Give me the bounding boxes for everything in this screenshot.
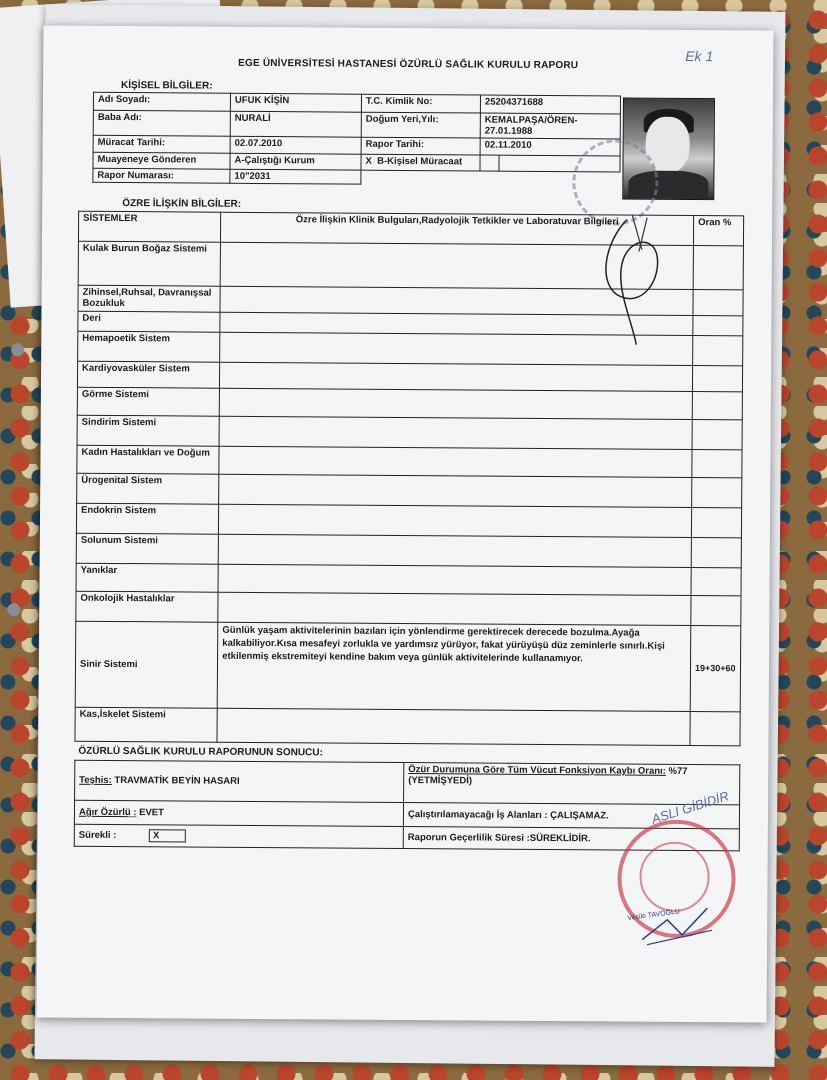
certified-copy-note: ASLI GİBİDİR — [649, 788, 731, 827]
system-findings — [219, 388, 692, 419]
system-rate — [693, 316, 743, 336]
system-name: Endokrin Sistem — [76, 503, 218, 534]
validity-cell: Raporun Geçerlilik Süresi :SÜREKLİDİR. — [403, 826, 739, 850]
system-rate — [691, 508, 741, 538]
system-row — [75, 707, 740, 746]
personal-info-table — [92, 92, 621, 187]
system-rate — [691, 595, 741, 625]
report-date-label: Rapor Tarihi: — [361, 137, 480, 155]
system-rate — [692, 478, 742, 508]
permanent-box: X — [149, 829, 186, 842]
restricted-cell: Çalıştırılamayacağı İş Alanları : ÇALIŞAMAZ. — [403, 802, 739, 828]
disability-section-title: ÖZRE İLİŞKİN BİLGİLER: — [122, 198, 242, 210]
system-row — [76, 503, 741, 538]
name-value: UFUK KİŞİN — [230, 93, 361, 112]
father-label: Baba Adı: — [93, 110, 230, 136]
system-name: Kardiyovasküler Sistem — [77, 361, 219, 388]
report-no-label: Rapor Numarası: — [93, 168, 230, 183]
system-name: Sinir Sistemi — [75, 621, 218, 708]
system-name: Görme Sistemi — [77, 387, 219, 416]
system-row — [77, 473, 742, 508]
sender-label: Muayeneye Gönderen — [93, 152, 230, 169]
birth-value: KEMALPAŞA/ÖREN-27.01.1988 — [480, 113, 620, 139]
system-findings — [218, 534, 691, 567]
diagnosis-cell: Teşhis: TRAVMATİK BEYİN HASARI — [75, 760, 404, 802]
system-findings — [220, 362, 693, 391]
system-name: Hemapoetik Sistem — [78, 331, 220, 362]
findings-header: Özre İlişkin Klinik Bulguları,Radyolojik Tetkikler ve Laboratuvar Bilgileri — [221, 212, 694, 245]
system-rate — [692, 420, 742, 450]
personal-section-title: KİŞİSEL BİLGİLER: — [121, 80, 213, 92]
application-label: Müracat Tarihi: — [93, 135, 230, 153]
sender-box — [480, 155, 499, 171]
annotation-ek: Ek 1 — [685, 47, 714, 65]
system-findings — [219, 416, 692, 449]
system-name: Zihinsel,Ruhsal, Davranışsal Bozukluk — [78, 285, 220, 312]
system-name: Yanıklar — [76, 563, 218, 592]
system-rate — [693, 246, 743, 290]
father-value: NURALİ — [230, 111, 361, 137]
application-value: 02.07.2010 — [230, 136, 361, 154]
system-row — [76, 591, 741, 626]
sender-mark: X B-Kişisel Müracaat — [361, 154, 480, 171]
tc-value: 25204371688 — [480, 95, 620, 114]
systems-header: SİSTEMLER — [78, 211, 220, 242]
system-name: Deri — [78, 311, 220, 332]
report-date-value: 02.11.2010 — [480, 138, 620, 156]
doctor-signature — [586, 209, 677, 350]
system-name: Kadın Hastalıkları ve Doğum — [77, 445, 219, 474]
system-rate — [692, 450, 742, 478]
system-findings — [219, 474, 692, 507]
punch-hole — [11, 343, 24, 356]
permanent-cell: Sürekli : X — [74, 824, 403, 848]
system-rate — [693, 336, 743, 366]
system-rate — [691, 567, 741, 595]
result-section-title: ÖZÜRLÜ SAĞLIK KURULU RAPORUNUN SONUCU: — [78, 745, 323, 759]
signature-name: Vesile TAVOĞLU — [627, 908, 681, 923]
system-findings — [219, 504, 692, 537]
system-name: Ürogenital Sistem — [77, 473, 219, 504]
system-row — [75, 621, 741, 712]
system-rate — [690, 711, 740, 745]
birth-label: Doğum Yeri,Yılı: — [361, 112, 480, 138]
name-label: Adı Soyadı: — [93, 92, 230, 111]
tc-label: T.C. Kimlik No: — [361, 94, 480, 113]
system-findings — [218, 592, 691, 625]
system-rate — [692, 392, 742, 420]
system-name: Onkolojik Hastalıklar — [76, 591, 218, 622]
system-findings — [217, 708, 690, 745]
system-name: Solunum Sistemi — [76, 533, 218, 564]
system-rate — [693, 290, 743, 316]
sender-option-a: A-Çalıştığı Kurum — [230, 153, 361, 170]
system-name: Kas,İskelet Sistemi — [75, 707, 217, 742]
report-no-value: 10"2031 — [230, 169, 361, 184]
certifier-signature — [637, 900, 717, 951]
system-rate — [692, 366, 742, 392]
severe-cell: Ağır Özürlü : EVET — [74, 800, 403, 826]
system-rate — [691, 538, 741, 568]
system-row — [77, 415, 742, 450]
loss-cell: Özür Durumuna Göre Tüm Vücut Fonksiyon Kaybı Oranı: %77 (YETMİŞYEDİ) — [404, 762, 740, 804]
rate-header: Oran % — [693, 216, 743, 246]
system-findings: Günlük yaşam aktivitelerinin bazıları için yönlendirme gerektirecek derecede bozulma.Ayağa kalkabiliyor.Kısa mesafeyi zorlukla ve yardımsız yürüyor, fakat yürüyüşü düz zeminlerle sınırlı.Kişi etkilenmiş ekstremiteyi kendine bakım veya günlük aktivitelerinde kullanamıyor. — [217, 622, 690, 711]
system-findings — [219, 446, 692, 477]
system-findings — [218, 564, 691, 595]
system-name: Sindirim Sistemi — [77, 415, 219, 446]
system-name: Kulak Burun Boğaz Sistemi — [78, 241, 220, 286]
system-rate: 19+30+60 — [690, 625, 741, 711]
system-row — [76, 533, 741, 568]
report-page — [37, 25, 774, 1022]
punch-hole — [7, 603, 20, 616]
report-title: EGE ÜNİVERSİTESİ HASTANESİ ÖZÜRLÜ SAĞLIK KURULU RAPORU — [238, 57, 579, 72]
